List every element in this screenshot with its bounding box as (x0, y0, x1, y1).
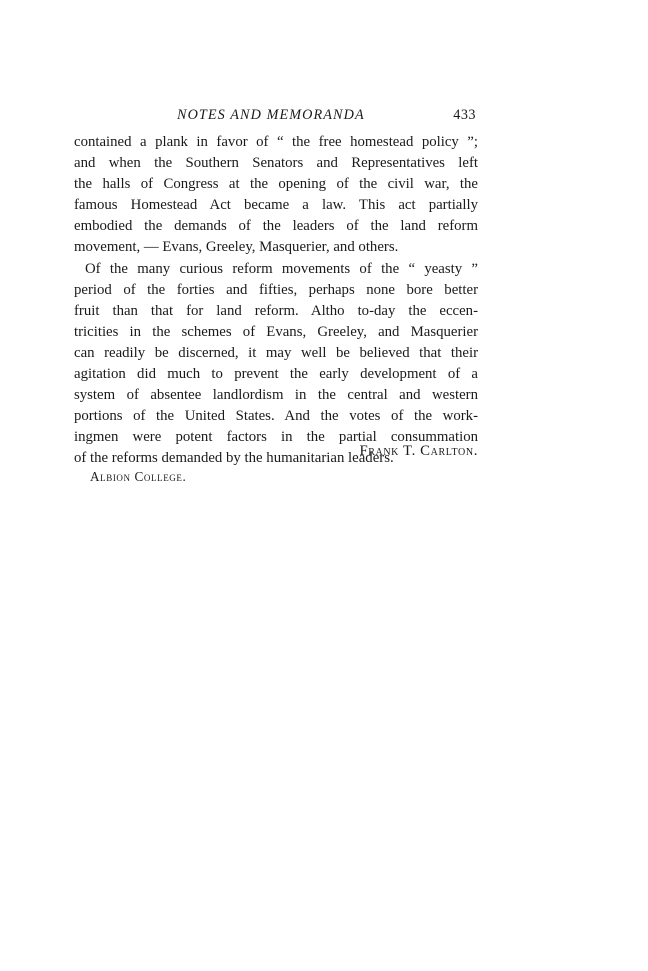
body-line: ingmen were potent factors in the partial consummation (74, 429, 478, 446)
body-line: contained a plank in favor of “ the free homestead policy ”; (74, 134, 478, 150)
body-line: can readily be discerned, it may well be believed that their (74, 344, 478, 361)
body-line: portions of the United States. And the votes of the work- (74, 408, 478, 425)
body-line: fruit than that for land reform. Altho to-day the eccen- (74, 302, 478, 319)
author-affiliation: Albion College. (90, 469, 187, 484)
body-line: the halls of Congress at the opening of the civil war, the (74, 176, 478, 193)
running-header (74, 107, 478, 127)
body-line: tricities in the schemes of Evans, Greeley, and Masquerier (74, 323, 478, 340)
body-text (74, 132, 478, 470)
body-line: of the reforms demanded by the humanitarian leaders. (74, 450, 394, 467)
body-line-paragraph-start: Of the many curious reform movements of the “ yeasty ” (85, 260, 478, 277)
body-line: agitation did much to prevent the early development of a (74, 366, 478, 383)
body-line: embodied the demands of the leaders of the land reform (74, 218, 478, 235)
page-number: 433 (453, 107, 476, 123)
running-title: NOTES AND MEMORANDA (177, 107, 365, 123)
body-line: period of the forties and fifties, perhaps none bore better (74, 281, 478, 298)
body-line: movement, — Evans, Greeley, Masquerier, and others. (74, 239, 399, 256)
author-signature: Frank T. Carlton. (359, 443, 478, 459)
body-line: and when the Southern Senators and Representatives left (74, 155, 478, 172)
body-line: system of absentee landlordism in the central and western (74, 387, 478, 404)
body-line: famous Homestead Act became a law. This act partially (74, 197, 478, 214)
